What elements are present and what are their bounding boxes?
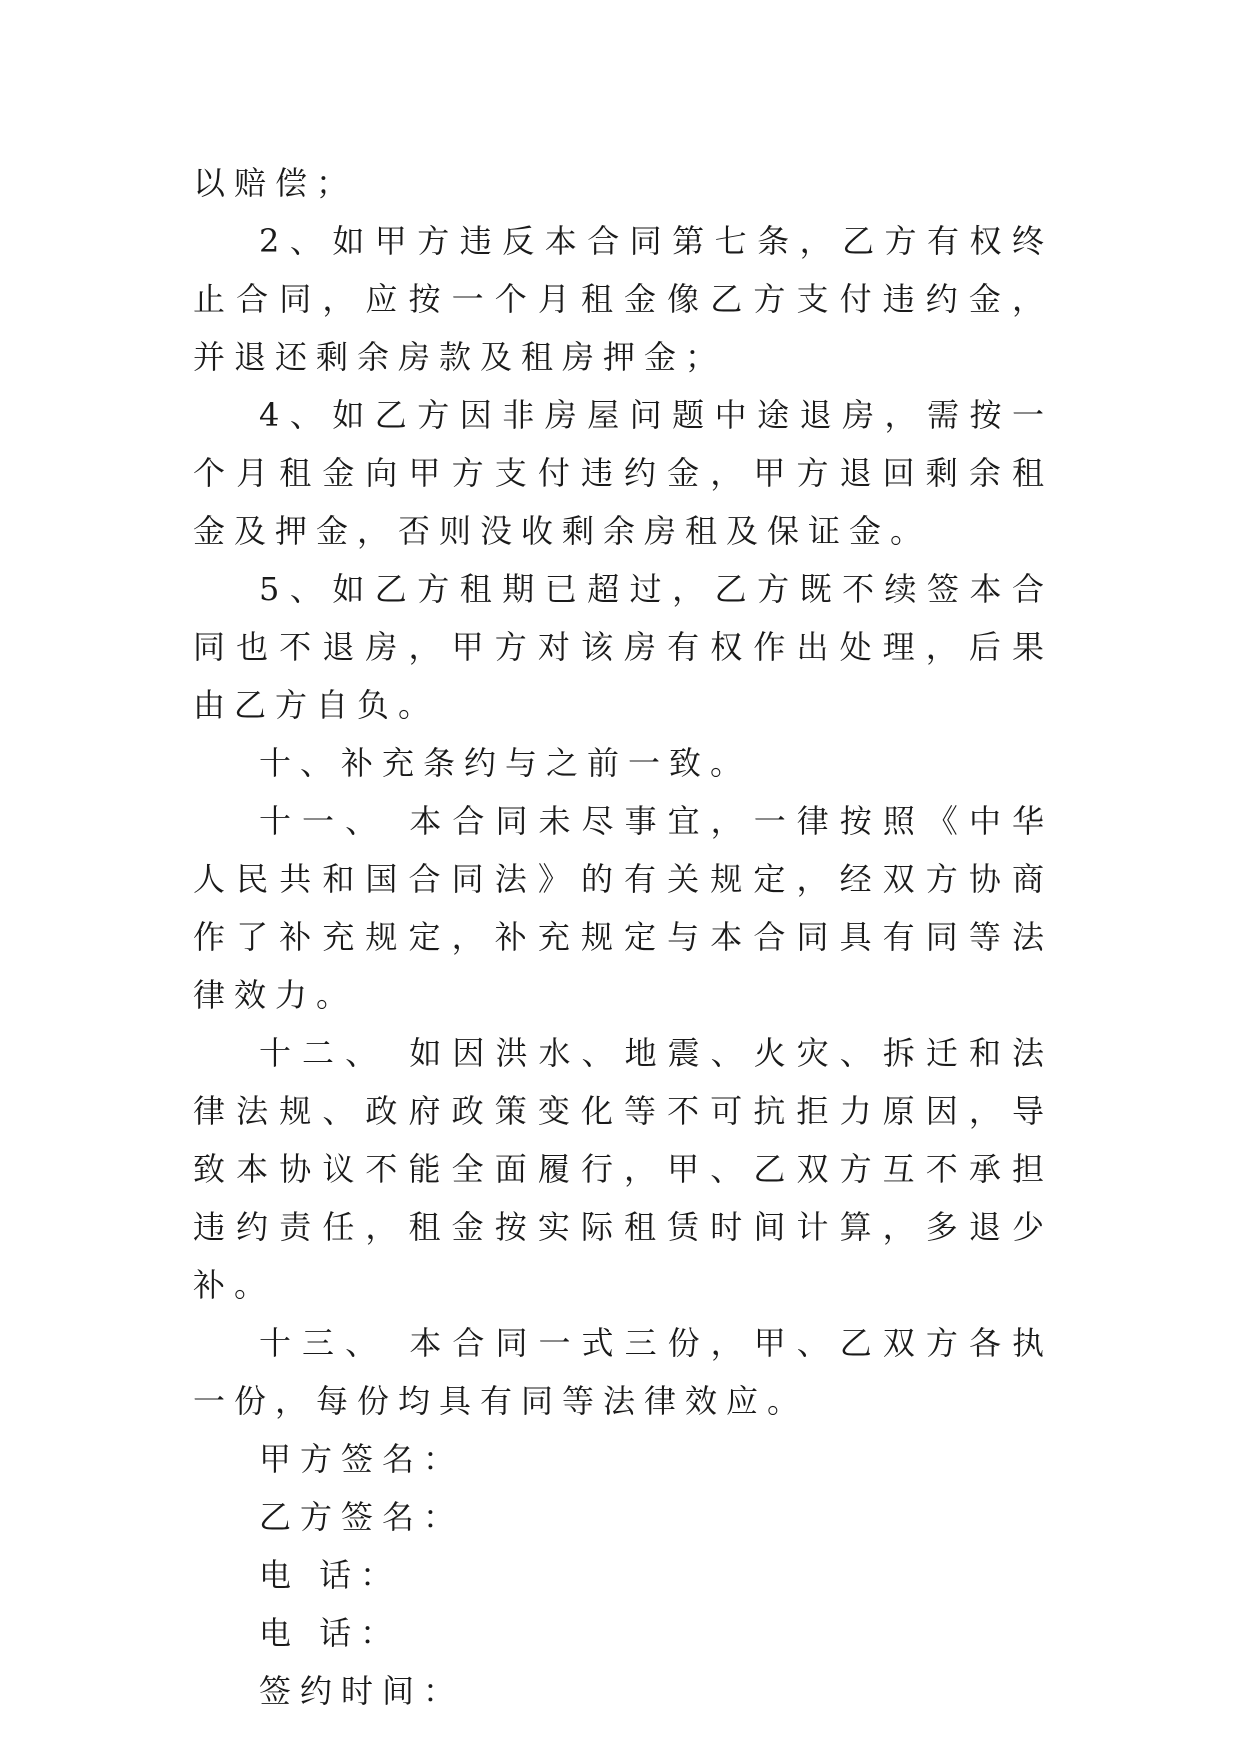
article-10: 十、补充条约与之前一致。 [259, 744, 752, 782]
article-12: 十二、 如因洪水、地震、火灾、拆迁和法律法规、政府政策变化等不可抗拒力原因，导致本协议不能全面履行，甲、乙双方互不承担违约责任，租金按实际租赁时间计算，多退少补。 [193, 1034, 1053, 1304]
clause-5: 5、如乙方租期已超过，乙方既不续签本合同也不退房，甲方对该房有权作出处理，后果由乙方自负。 [193, 570, 1053, 724]
party-a-phone-label: 电 话： [259, 1556, 402, 1594]
party-b-signature-label: 乙方签名： [259, 1498, 465, 1536]
party-b-phone-label: 电 话： [259, 1614, 402, 1652]
article-11: 十一、 本合同未尽事宜，一律按照《中华人民共和国合同法》的有关规定，经双方协商作了补充规定，补充规定与本合同具有同等法律效力。 [193, 802, 1053, 1014]
party-a-signature-label: 甲方签名： [259, 1440, 465, 1478]
contract-body [193, 154, 1053, 1720]
sign-date-label: 签约时间： [259, 1672, 465, 1710]
paragraph-continuation: 以赔偿； [193, 164, 358, 202]
article-13: 十三、 本合同一式三份，甲、乙双方各执一份，每份均具有同等法律效应。 [193, 1324, 1053, 1420]
clause-2: 2、如甲方违反本合同第七条，乙方有权终止合同，应按一个月租金像乙方支付违约金，并退还剩余房款及租房押金； [193, 222, 1053, 376]
clause-4: 4、如乙方因非房屋问题中途退房，需按一个月租金向甲方支付违约金，甲方退回剩余租金及押金，否则没收剩余房租及保证金。 [193, 396, 1053, 550]
signature-block [193, 1430, 1053, 1720]
